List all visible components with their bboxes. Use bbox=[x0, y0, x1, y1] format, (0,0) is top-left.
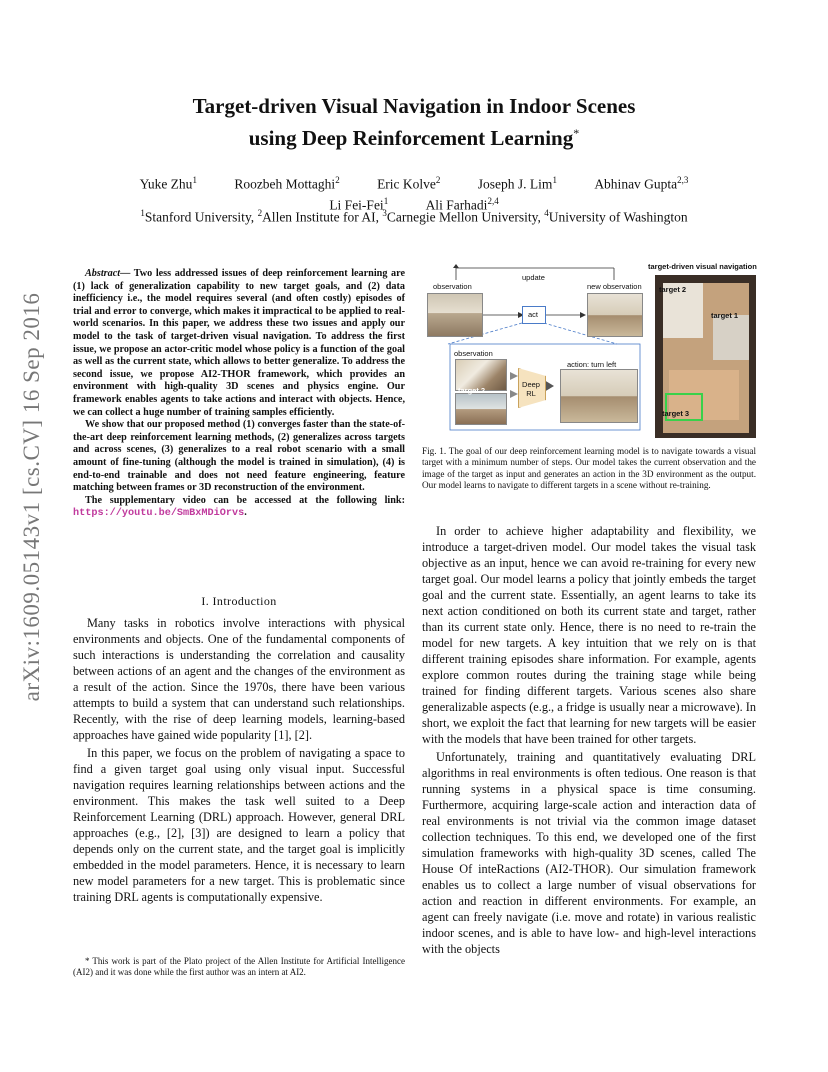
title-line-1: Target-driven Visual Navigation in Indoor Scenes bbox=[192, 94, 636, 118]
top-down-map bbox=[655, 275, 756, 438]
title-line-2-wrap bbox=[0, 120, 828, 152]
target-2-image bbox=[455, 393, 507, 425]
intro-p2: In this paper, we focus on the problem of navigating a space to find a given target goal using only visual input. Successful navigation requires learning relationships between actions and the environment. This makes the task well suited to a Deep Reinforcement Learning (DRL) approach. However, general DRL approaches (e.g., [2], [3]) are designed to learn a policy that depends only on the current state, and the target goal is implicitly embedded in the model parameters. Hence, it is necessary to learn new model parameters for a new target. This is problematic since training DRL agents is computationally expensive. bbox=[73, 746, 405, 904]
figure-caption: Fig. 1. The goal of our deep reinforcement learning model is to navigate towards a visual target with a minimum number of steps. Our model takes the current observation and the image of the target as input and generates an action in the 3D environment as the output. Our model learns to navigate to different targets in a scene without re-training. bbox=[422, 446, 756, 491]
act-label: act bbox=[528, 310, 539, 319]
intro-left-column bbox=[73, 615, 405, 907]
map-target-2: target 2 bbox=[659, 285, 687, 294]
figure-1 bbox=[422, 260, 756, 438]
title-line-2: using Deep Reinforcement Learning bbox=[248, 126, 574, 150]
new-observation-label: new observation bbox=[587, 282, 642, 291]
abstract bbox=[73, 268, 405, 521]
section-heading: I. Introduction bbox=[201, 594, 277, 608]
act-box bbox=[522, 306, 546, 324]
arxiv-sidebar bbox=[14, 282, 50, 712]
intro-right-column bbox=[422, 523, 756, 959]
observation-label: observation bbox=[433, 282, 472, 291]
abstract-p1: Abstract— Two less addressed issues of deep reinforcement learning are (1) lack of generalization capability to new target goals, and (2) data inefficiency i.e., the model requires several (and often costly) episodes of trial and error to converge, which makes it impractical to be applied to real-world scenarios. In this paper, we address these two issues and apply our model to the task of target-driven visual navigation. To address the first issue, we propose an actor-critic model whose policy is a function of the goal as well as the current state, which allows to better generalize. To address the second issue, we propose AI2-THOR framework, which provides an environment with high-quality 3D scenes and physics engine. Our framework enables agents to take actions and interact with objects. Hence, we can collect a huge number of training samples efficiently. bbox=[73, 268, 405, 418]
author: Abhinav Gupta$^{2,3}$ bbox=[594, 175, 689, 192]
author: Roozbeh Mottaghi$^2$ bbox=[234, 175, 340, 192]
action-result-image bbox=[560, 369, 638, 423]
author: Li Fei-Fei$^1$ bbox=[329, 195, 389, 212]
map-target-3: target 3 bbox=[662, 409, 690, 418]
map-title: target-driven visual navigation bbox=[648, 262, 757, 271]
paper-title bbox=[0, 93, 828, 152]
footnote: * This work is part of the Plato project of the Allen Institute for Artificial Intelligence (AI2) and it was done while the first author was an intern at AI2. bbox=[73, 956, 405, 977]
abstract-label: Abstract bbox=[85, 268, 121, 279]
map-target-1: target 1 bbox=[711, 311, 739, 320]
title-mark: * bbox=[573, 126, 580, 140]
author: Ali Farhadi$^{2,4}$ bbox=[425, 195, 499, 212]
action-label: action: turn left bbox=[567, 360, 617, 369]
update-label: update bbox=[522, 273, 545, 282]
author: Eric Kolve$^2$ bbox=[377, 175, 441, 192]
author: Yuke Zhu$^1$ bbox=[139, 175, 197, 192]
intro-p4: Unfortunately, training and quantitatively evaluating DRL algorithms in real environments is often tedious. One reason is that running systems in a physical space is time consuming. Furthermore, acquiring large-scale action and interaction data of real environments is not trivial via the common image dataset collection techniques. To this end, we developed one of the first simulation frameworks with high-quality 3D scenes, called The House Of inteRactions (AI2-THOR). Our simulation framework enables us to collect a large number of visual observations for action and reaction in different environments. For example, an agent can freely navigate (i.e. move and rotate) in various realistic indoor scenes, and is able to have low- and high-level interactions with the objects bbox=[422, 750, 756, 956]
affiliations: $^1$Stanford University, $^2$Allen Institute for AI, $^3$Carnegie Mellon University, $^4$University of Washington bbox=[140, 208, 688, 225]
arxiv-identifier: arXiv:1609.05143v1 [cs.CV] 16 Sep 2016 bbox=[19, 292, 44, 702]
target-2-label: target 2 bbox=[458, 386, 486, 395]
new-observation-image bbox=[587, 293, 643, 337]
abstract-p3: The supplementary video can be accessed at the following link: https://youtu.be/SmBxMDiOrvs. bbox=[73, 494, 405, 520]
deep-rl-label: Deep RL bbox=[522, 380, 540, 398]
inner-observation-label: observation bbox=[454, 349, 493, 358]
abstract-p2: We show that our proposed method (1) converges faster than the state-of-the-art deep reinforcement learning methods, (2) generalizes across targets and across scenes, (3) generalizes to a real robot scenario with a small amount of fine-tuning (although the model is trained in simulation), (4) is end-to-end trainable and does not need feature engineering, feature matching between frames or 3D reconstruction of the environment. bbox=[73, 419, 405, 494]
author: Joseph J. Lim$^1$ bbox=[477, 175, 557, 192]
video-link[interactable]: https://youtu.be/SmBxMDiOrvs bbox=[73, 508, 245, 520]
author-row-1 bbox=[0, 172, 828, 193]
intro-p3: In order to achieve higher adaptability and flexibility, we introduce a target-driven model. Our model takes the visual task objective as an input, hence we can avoid re-training for every new target goal. Our model learns a policy that jointly embeds the target goal and the current state. Essentially, an agent learns to take its next action conditioned on both its current state and target, rather than its current state only. Hence, there is no need to re-train the model for new targets. A key intuition that we rely on is that different training episodes share information. For example, agents explore common routes during the training stage while being trained for finding different targets. Various scenes also share generalizable aspects (e.g., a fridge is usually near a microwave). In short, we exploit the fact that learning for new targets will be easier with the models that have been trained for other targets. bbox=[422, 524, 756, 746]
observation-image bbox=[427, 293, 483, 337]
author-list bbox=[0, 172, 828, 213]
intro-p1: Many tasks in robotics involve interactions with physical environments and objects. One of the fundamental components of such interactions is understanding the correlation and causality between actions of an agent and the changes of the environment as a result of the action. Since the 1970s, there have been various attempts to build a system that can understand such relationships. Recently, with the rise of deep learning models, learning-based approaches have gained wide popularity [1], [2]. bbox=[73, 616, 405, 742]
